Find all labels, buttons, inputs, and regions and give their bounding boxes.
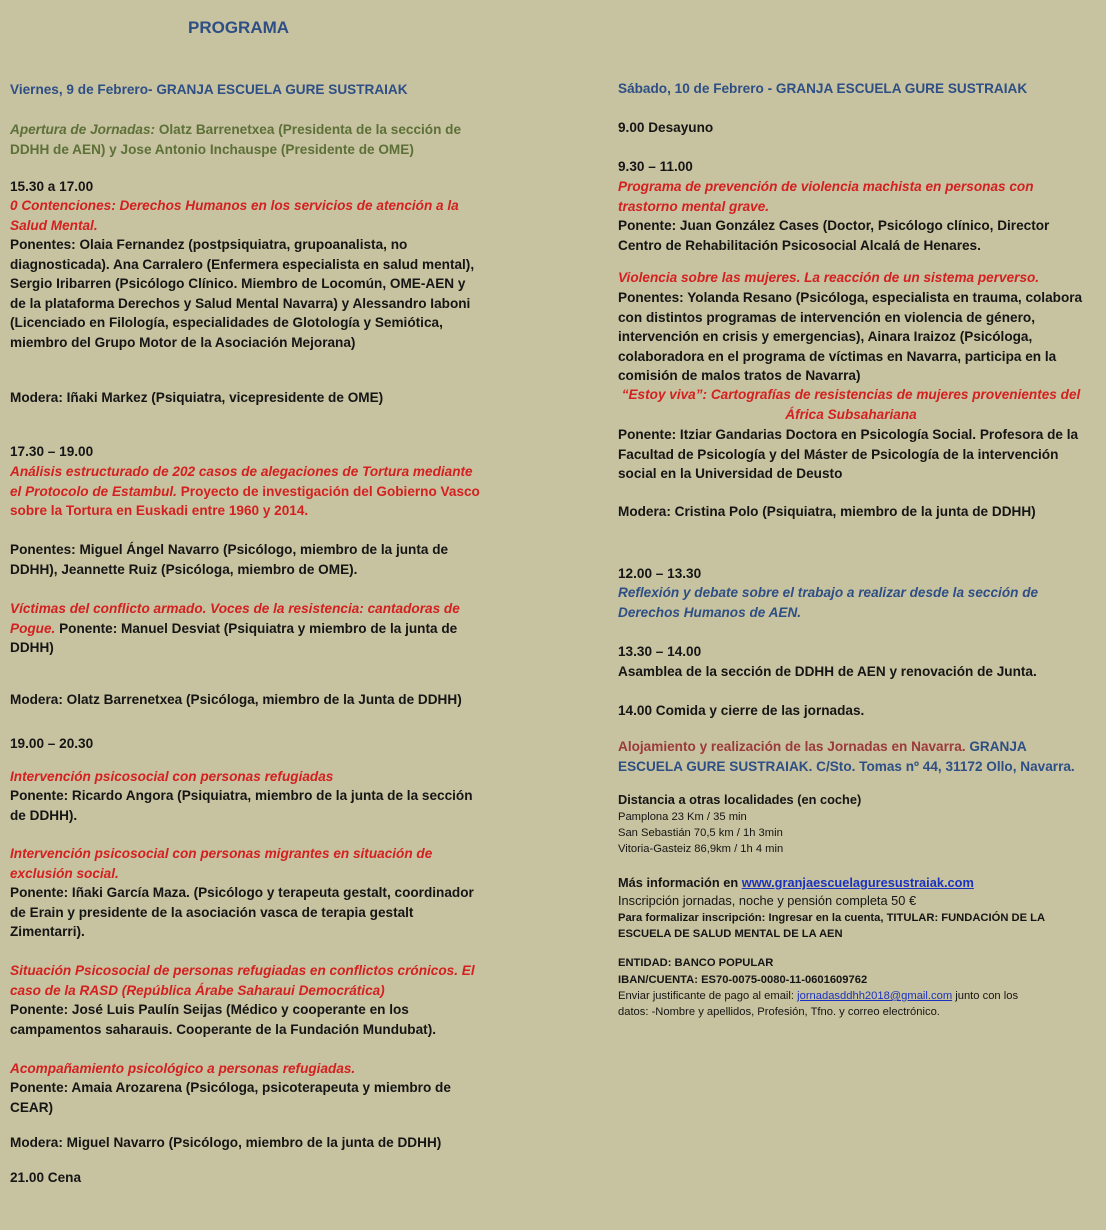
sat-s1-time: 9.30 – 11.00 (618, 159, 693, 174)
lunch: 14.00 Comida y cierre de las jornadas. (618, 703, 865, 718)
opening-text: Olatz Barrenetxea (Presidenta de la sección de DDHH de AEN) y Jose Antonio Inchauspe (Presidente de OME) (10, 122, 462, 157)
bank: ENTIDAD: BANCO POPULAR (618, 957, 774, 969)
s2-speakers: Ponentes: Miguel Ángel Navarro (Psicólogo, miembro de la junta de DDHH), Jeannette Ruiz (Psicóloga, miembro de OME). (10, 542, 449, 577)
s2b-block (10, 599, 480, 658)
info-line (618, 874, 1088, 892)
sat-s1b-title: Violencia sobre las mujeres. La reacción de un sistema perverso. (618, 270, 1040, 285)
sat-s1-moderator: Modera: Cristina Polo (Psiquiatra, miembro de la junta de DDHH) (618, 504, 1036, 519)
s3c-title: Situación Psicosocial de personas refugiadas en conflictos crónicos. El caso de la RASD (República Árabe Saharaui Democrática) (10, 963, 475, 998)
info-link[interactable]: www.granjaescuelaguresustraiak.com (741, 875, 974, 890)
venue-text: GRANJA ESCUELA GURE SUSTRAIAK. C/Sto. Tomas nº 44, 31172 Ollo, Navarra. (618, 739, 1075, 774)
s3a-speaker: Ponente: Ricardo Angora (Psiquiatra, miembro de la junta de la sección de DDHH). (10, 788, 473, 823)
s2-block (10, 462, 480, 521)
dinner: 21.00 Cena (10, 1170, 82, 1185)
s1-title: 0 Contenciones: Derechos Humanos en los servicios de atención a la Salud Mental. (10, 198, 459, 233)
sat-s1c-title (618, 385, 1084, 424)
s2-desc: Proyecto de investigación del Gobierno Vasco sobre la Tortura en Euskadi entre 1960 y 2014. (10, 483, 480, 519)
sat-s3-text: Asamblea de la sección de DDHH de AEN y renovación de Junta. (618, 664, 1037, 679)
s1-moderator: Modera: Iñaki Markez (Psiquiatra, vicepresidente de OME) (10, 390, 384, 405)
s3c-speaker: Ponente: José Luis Paulín Seijas (Médico y cooperante en los campamentos saharauis. Cooperante de la Fundación Mundubat). (10, 1002, 437, 1037)
sat-s1c-title-text: “Estoy viva”: Cartografías de resistencias de mujeres provenientes del África Subsahariana (621, 387, 1081, 422)
s3-moderator: Modera: Miguel Navarro (Psicólogo, miembro de la junta de DDHH) (10, 1135, 442, 1150)
s3d-speaker: Ponente: Amaia Arozarena (Psicóloga, psicoterapeuta y miembro de CEAR) (10, 1080, 451, 1115)
s1-time: 15.30 a 17.00 (10, 179, 94, 194)
page-title: PROGRAMA (188, 18, 290, 37)
s3b-title: Intervención psicosocial con personas migrantes en situación de exclusión social. (10, 846, 433, 881)
distance-2: San Sebastián 70,5 km / 1h 3min (618, 827, 783, 839)
sat-s2-time: 12.00 – 13.30 (618, 566, 702, 581)
s3-time: 19.00 – 20.30 (10, 736, 94, 751)
email-pre: Enviar justificante de pago al email: (618, 990, 798, 1002)
email-block (618, 989, 1048, 1021)
breakfast: 9.00 Desayuno (618, 120, 714, 135)
email-post: junto con los datos: -Nombre y apellidos, Profesión, Tfno. y correo electrónico. (618, 990, 1019, 1018)
opening-block (10, 120, 480, 159)
s1-speakers: Ponentes: Olaia Fernandez (postpsiquiatra, grupoanalista, no diagnosticada). Ana Carralero (Enfermera especialista en salud mental), Sergio Iribarren (Psicólogo Clínico. Miembro de Locomún, OME-AEN y de la plataforma Derechos y Salud Mental Navarra) y Alessandro Iaboni (Licenciado en Filología, especialidades de Glotología y Semiótica, miembro del Grupo Motor de la Asociación Mejorana) (10, 237, 475, 350)
s3d-title: Acompañamiento psicológico a personas refugiadas. (10, 1061, 356, 1076)
s2-time: 17.30 – 19.00 (10, 444, 94, 459)
sat-s1c-speaker: Ponente: Itziar Gandarias Doctora en Psicología Social. Profesora de la Facultad de Psicología y del Máster de Psicología de la intervención social en la Universidad de Deusto (618, 427, 1079, 482)
s2b-speaker: Ponente: Manuel Desviat (Psiquiatra y miembro de la junta de DDHH) (10, 620, 458, 656)
email-link[interactable]: jornadasddhh2018@gmail.com (797, 990, 953, 1002)
distance-1: Pamplona 23 Km / 35 min (618, 811, 747, 823)
sat-s3-time: 13.30 – 14.00 (618, 644, 702, 659)
iban: IBAN/CUENTA: ES70-0075-0080-11-0601609762 (618, 974, 868, 986)
saturday-header: Sábado, 10 de Febrero - GRANJA ESCUELA GURE SUSTRAIAK (618, 81, 1028, 96)
info-label: Más información en (618, 875, 742, 890)
venue-block (618, 737, 1088, 776)
sat-s2-title: Reflexión y debate sobre el trabajo a realizar desde la sección de Derechos Humanos de AEN. (618, 585, 1039, 620)
s3b-speaker: Ponente: Iñaki García Maza. (Psicólogo y terapeuta gestalt, coordinador de Erain y presidente de la asociación vasca de terapia gestalt Zimentarri). (10, 885, 474, 940)
distance-3: Vitoria-Gasteiz 86,9km / 1h 4 min (618, 843, 784, 855)
distance-title: Distancia a otras localidades (en coche) (618, 792, 862, 807)
payment-info: Para formalizar inscripción: Ingresar en la cuenta, TITULAR: FUNDACIÓN DE LA ESCUELA DE SALUD MENTAL DE LA AEN (618, 912, 1045, 940)
price: Inscripción jornadas, noche y pensión completa 50 € (618, 893, 917, 908)
opening-label: Apertura de Jornadas: (10, 122, 156, 137)
s2-moderator: Modera: Olatz Barrenetxea (Psicóloga, miembro de la Junta de DDHH) (10, 692, 462, 707)
sat-s1-title: Programa de prevención de violencia machista en personas con trastorno mental grave. (618, 179, 1034, 214)
venue-label: Alojamiento y realización de las Jornadas en Navarra. (618, 739, 966, 754)
s2b-title: Víctimas del conflicto armado. Voces de la resistencia: cantadoras de Pogue. (10, 601, 460, 636)
friday-header: Viernes, 9 de Febrero- GRANJA ESCUELA GURE SUSTRAIAK (10, 82, 408, 97)
s2-title: Análisis estructurado de 202 casos de alegaciones de Tortura mediante el Protocolo de Estambul. (10, 464, 473, 499)
sat-s1b-speakers: Ponentes: Yolanda Resano (Psicóloga, especialista en trauma, colabora con distintos programas de intervención en violencia de género, intervención en crisis y emergencias), Ainara Iraizoz (Psicóloga, colaboradora en el programa de víctimas en Navarra, participa en la comisión de malos tratos de Navarra) (618, 290, 1083, 384)
s3a-title: Intervención psicosocial con personas refugiadas (10, 769, 334, 784)
sat-s1-speaker: Ponente: Juan González Cases (Doctor, Psicólogo clínico, Director Centro de Rehabilitación Psicosocial Alcalá de Henares. (618, 218, 1050, 253)
